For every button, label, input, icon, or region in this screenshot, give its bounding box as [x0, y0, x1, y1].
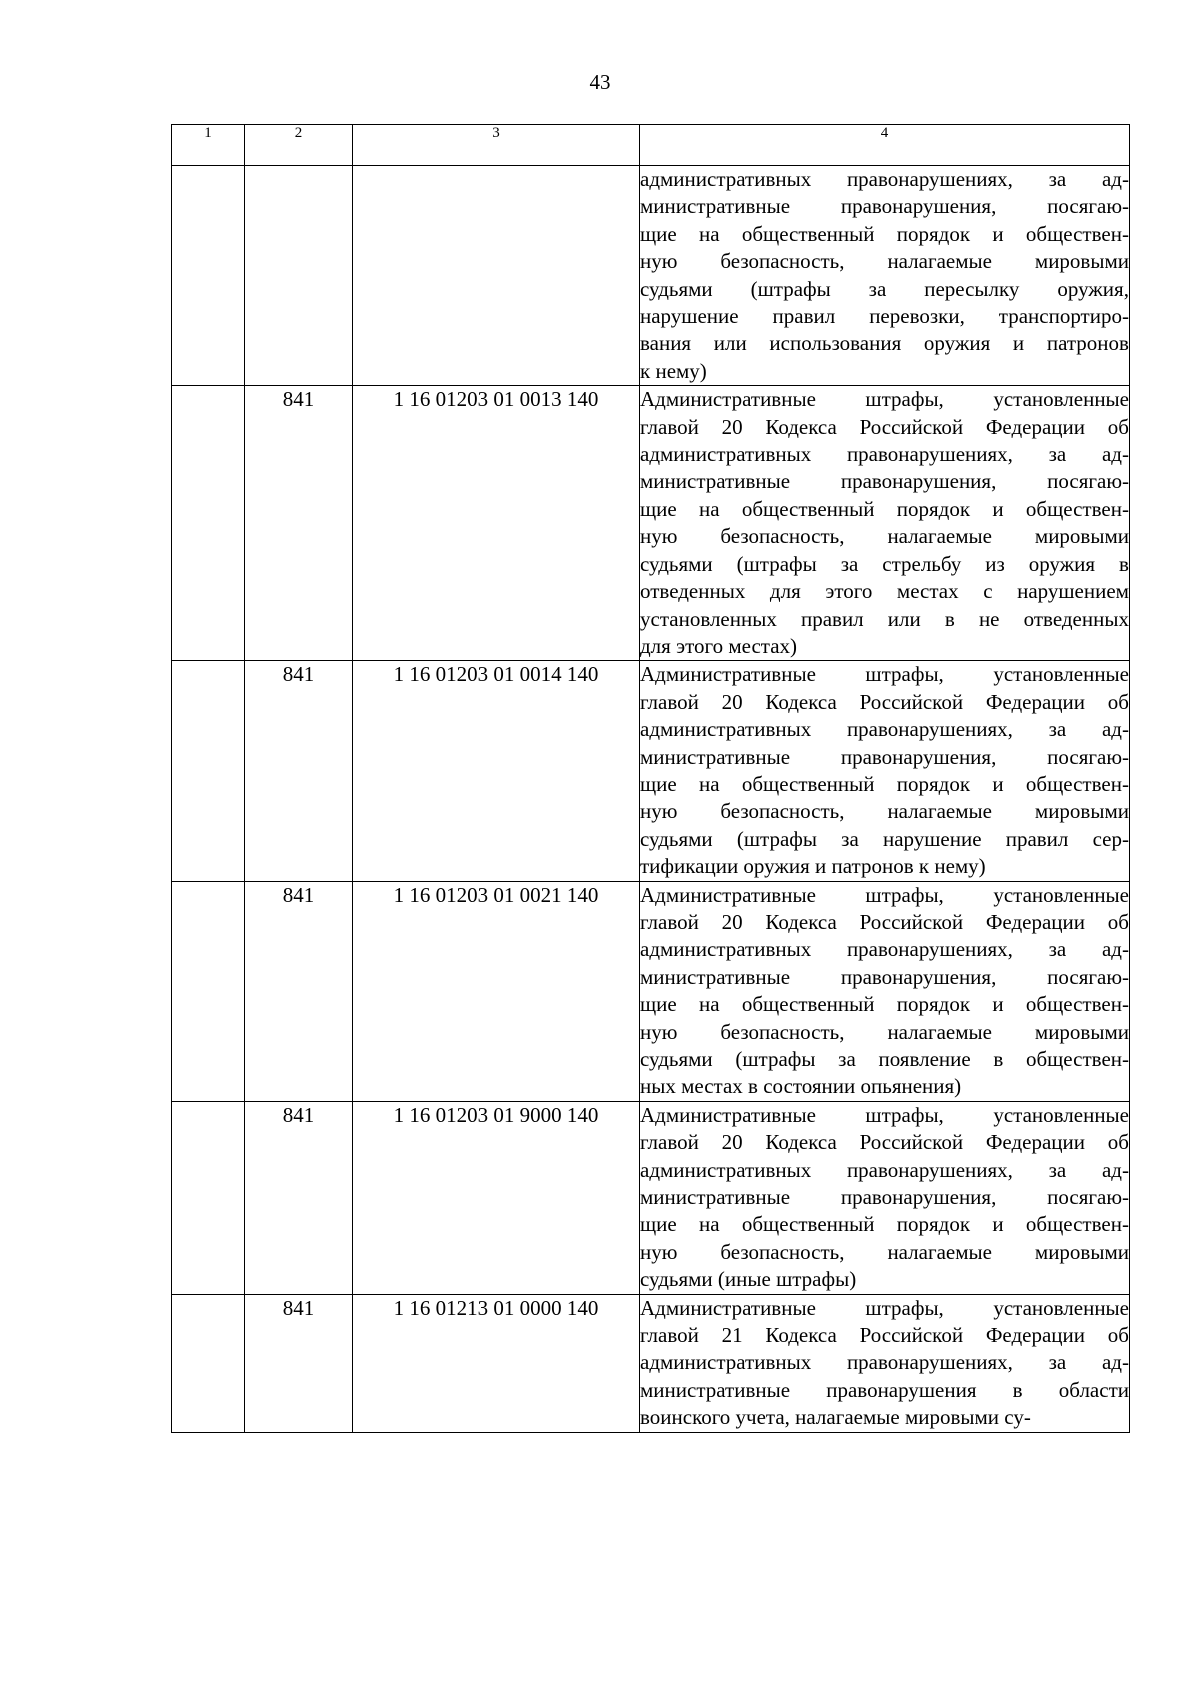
table-row [172, 166, 1130, 386]
cell-admin-code: 841 [245, 661, 353, 881]
description-line: министративные правонарушения в области [640, 1377, 1129, 1402]
cell-admin-code: 841 [245, 1101, 353, 1294]
description-line: министративные правонарушения, посягаю- [640, 1185, 1129, 1210]
table-row [172, 1294, 1130, 1432]
cell-admin-code: 841 [245, 386, 353, 661]
description-line: Административные штрафы, установленные [640, 1295, 1129, 1320]
column-header-2: 2 [245, 125, 353, 166]
cell-description [640, 1294, 1130, 1432]
description-line: главой 20 Кодекса Российской Федерации об [640, 689, 1129, 714]
description-line: ную безопасность, налагаемые мировыми [640, 799, 1129, 824]
description-line: воинского учета, налагаемые мировыми су- [640, 1405, 1031, 1430]
description-line: судьями (иные штрафы) [640, 1267, 857, 1292]
description-line: министративные правонарушения, посягаю- [640, 964, 1129, 989]
budget-codes-table [171, 124, 1130, 1433]
description-line: министративные правонарушения, посягаю- [640, 469, 1129, 494]
description-line: Административные штрафы, установленные [640, 882, 1129, 907]
description-line: щие на общественный порядок и обществен- [640, 992, 1129, 1017]
description-line: Административные штрафы, установленные [640, 387, 1129, 412]
description-line: судьями (штрафы за пересылку оружия, [640, 276, 1129, 301]
table-body [172, 166, 1130, 1433]
description-line: административных правонарушениях, за ад- [640, 717, 1129, 742]
cell-budget-code: 1 16 01203 01 0013 140 [353, 386, 640, 661]
cell-col1 [172, 386, 245, 661]
column-header-4: 4 [640, 125, 1130, 166]
cell-description [640, 166, 1130, 386]
description-line: судьями (штрафы за стрельбу из оружия в [640, 551, 1129, 576]
table-header [172, 125, 1130, 166]
cell-budget-code: 1 16 01203 01 9000 140 [353, 1101, 640, 1294]
description-line: министративные правонарушения, посягаю- [640, 194, 1129, 219]
description-line: ную безопасность, налагаемые мировыми [640, 1239, 1129, 1264]
cell-budget-code [353, 166, 640, 386]
description-line: ных местах в состоянии опьянения) [640, 1074, 962, 1099]
description-line: щие на общественный порядок и обществен- [640, 771, 1129, 796]
description-line: министративные правонарушения, посягаю- [640, 744, 1129, 769]
description-line: административных правонарушениях, за ад- [640, 167, 1129, 191]
description-line: главой 21 Кодекса Российской Федерации об [640, 1323, 1129, 1348]
cell-description [640, 881, 1130, 1101]
table-row [172, 661, 1130, 881]
cell-admin-code: 841 [245, 881, 353, 1101]
description-line: ную безопасность, налагаемые мировыми [640, 249, 1129, 274]
column-header-1: 1 [172, 125, 245, 166]
cell-budget-code: 1 16 01203 01 0021 140 [353, 881, 640, 1101]
cell-admin-code: 841 [245, 1294, 353, 1432]
description-line: судьями (штрафы за нарушение правил сер- [640, 826, 1129, 851]
description-line: отведенных для этого местах с нарушением [640, 579, 1129, 604]
description-line: административных правонарушениях, за ад- [640, 937, 1129, 962]
description-line: административных правонарушениях, за ад- [640, 442, 1129, 467]
description-line: главой 20 Кодекса Российской Федерации об [640, 414, 1129, 439]
description-line: административных правонарушениях, за ад- [640, 1350, 1129, 1375]
cell-description [640, 661, 1130, 881]
cell-col1 [172, 166, 245, 386]
cell-col1 [172, 881, 245, 1101]
description-line: для этого местах) [640, 633, 798, 658]
cell-col1 [172, 1101, 245, 1294]
description-line: тификации оружия и патронов к нему) [640, 854, 986, 879]
description-line: ную безопасность, налагаемые мировыми [640, 524, 1129, 549]
description-line: административных правонарушениях, за ад- [640, 1157, 1129, 1182]
cell-col1 [172, 1294, 245, 1432]
cell-budget-code: 1 16 01213 01 0000 140 [353, 1294, 640, 1432]
description-line: щие на общественный порядок и обществен- [640, 1212, 1129, 1237]
description-line: щие на общественный порядок и обществен- [640, 496, 1129, 521]
header-row [172, 125, 1130, 166]
table-row [172, 881, 1130, 1101]
table-row [172, 386, 1130, 661]
description-line: вания или использования оружия и патронов [640, 331, 1129, 356]
page-number: 43 [589, 70, 611, 94]
description-line: щие на общественный порядок и обществен- [640, 221, 1129, 246]
description-line: ную безопасность, налагаемые мировыми [640, 1019, 1129, 1044]
description-line: установленных правил или в не отведенных [640, 606, 1129, 631]
table-row [172, 1101, 1130, 1294]
cell-description [640, 386, 1130, 661]
column-header-3: 3 [353, 125, 640, 166]
description-line: Административные штрафы, установленные [640, 662, 1129, 687]
description-line: нарушение правил перевозки, транспортиро- [640, 304, 1129, 329]
cell-admin-code [245, 166, 353, 386]
cell-budget-code: 1 16 01203 01 0014 140 [353, 661, 640, 881]
cell-col1 [172, 661, 245, 881]
description-line: судьями (штрафы за появление в обществен- [640, 1047, 1129, 1071]
description-line: Административные штрафы, установленные [640, 1102, 1129, 1127]
description-line: к нему) [640, 358, 707, 383]
cell-description [640, 1101, 1130, 1294]
description-line: главой 20 Кодекса Российской Федерации об [640, 1130, 1129, 1155]
description-line: главой 20 Кодекса Российской Федерации об [640, 909, 1129, 934]
